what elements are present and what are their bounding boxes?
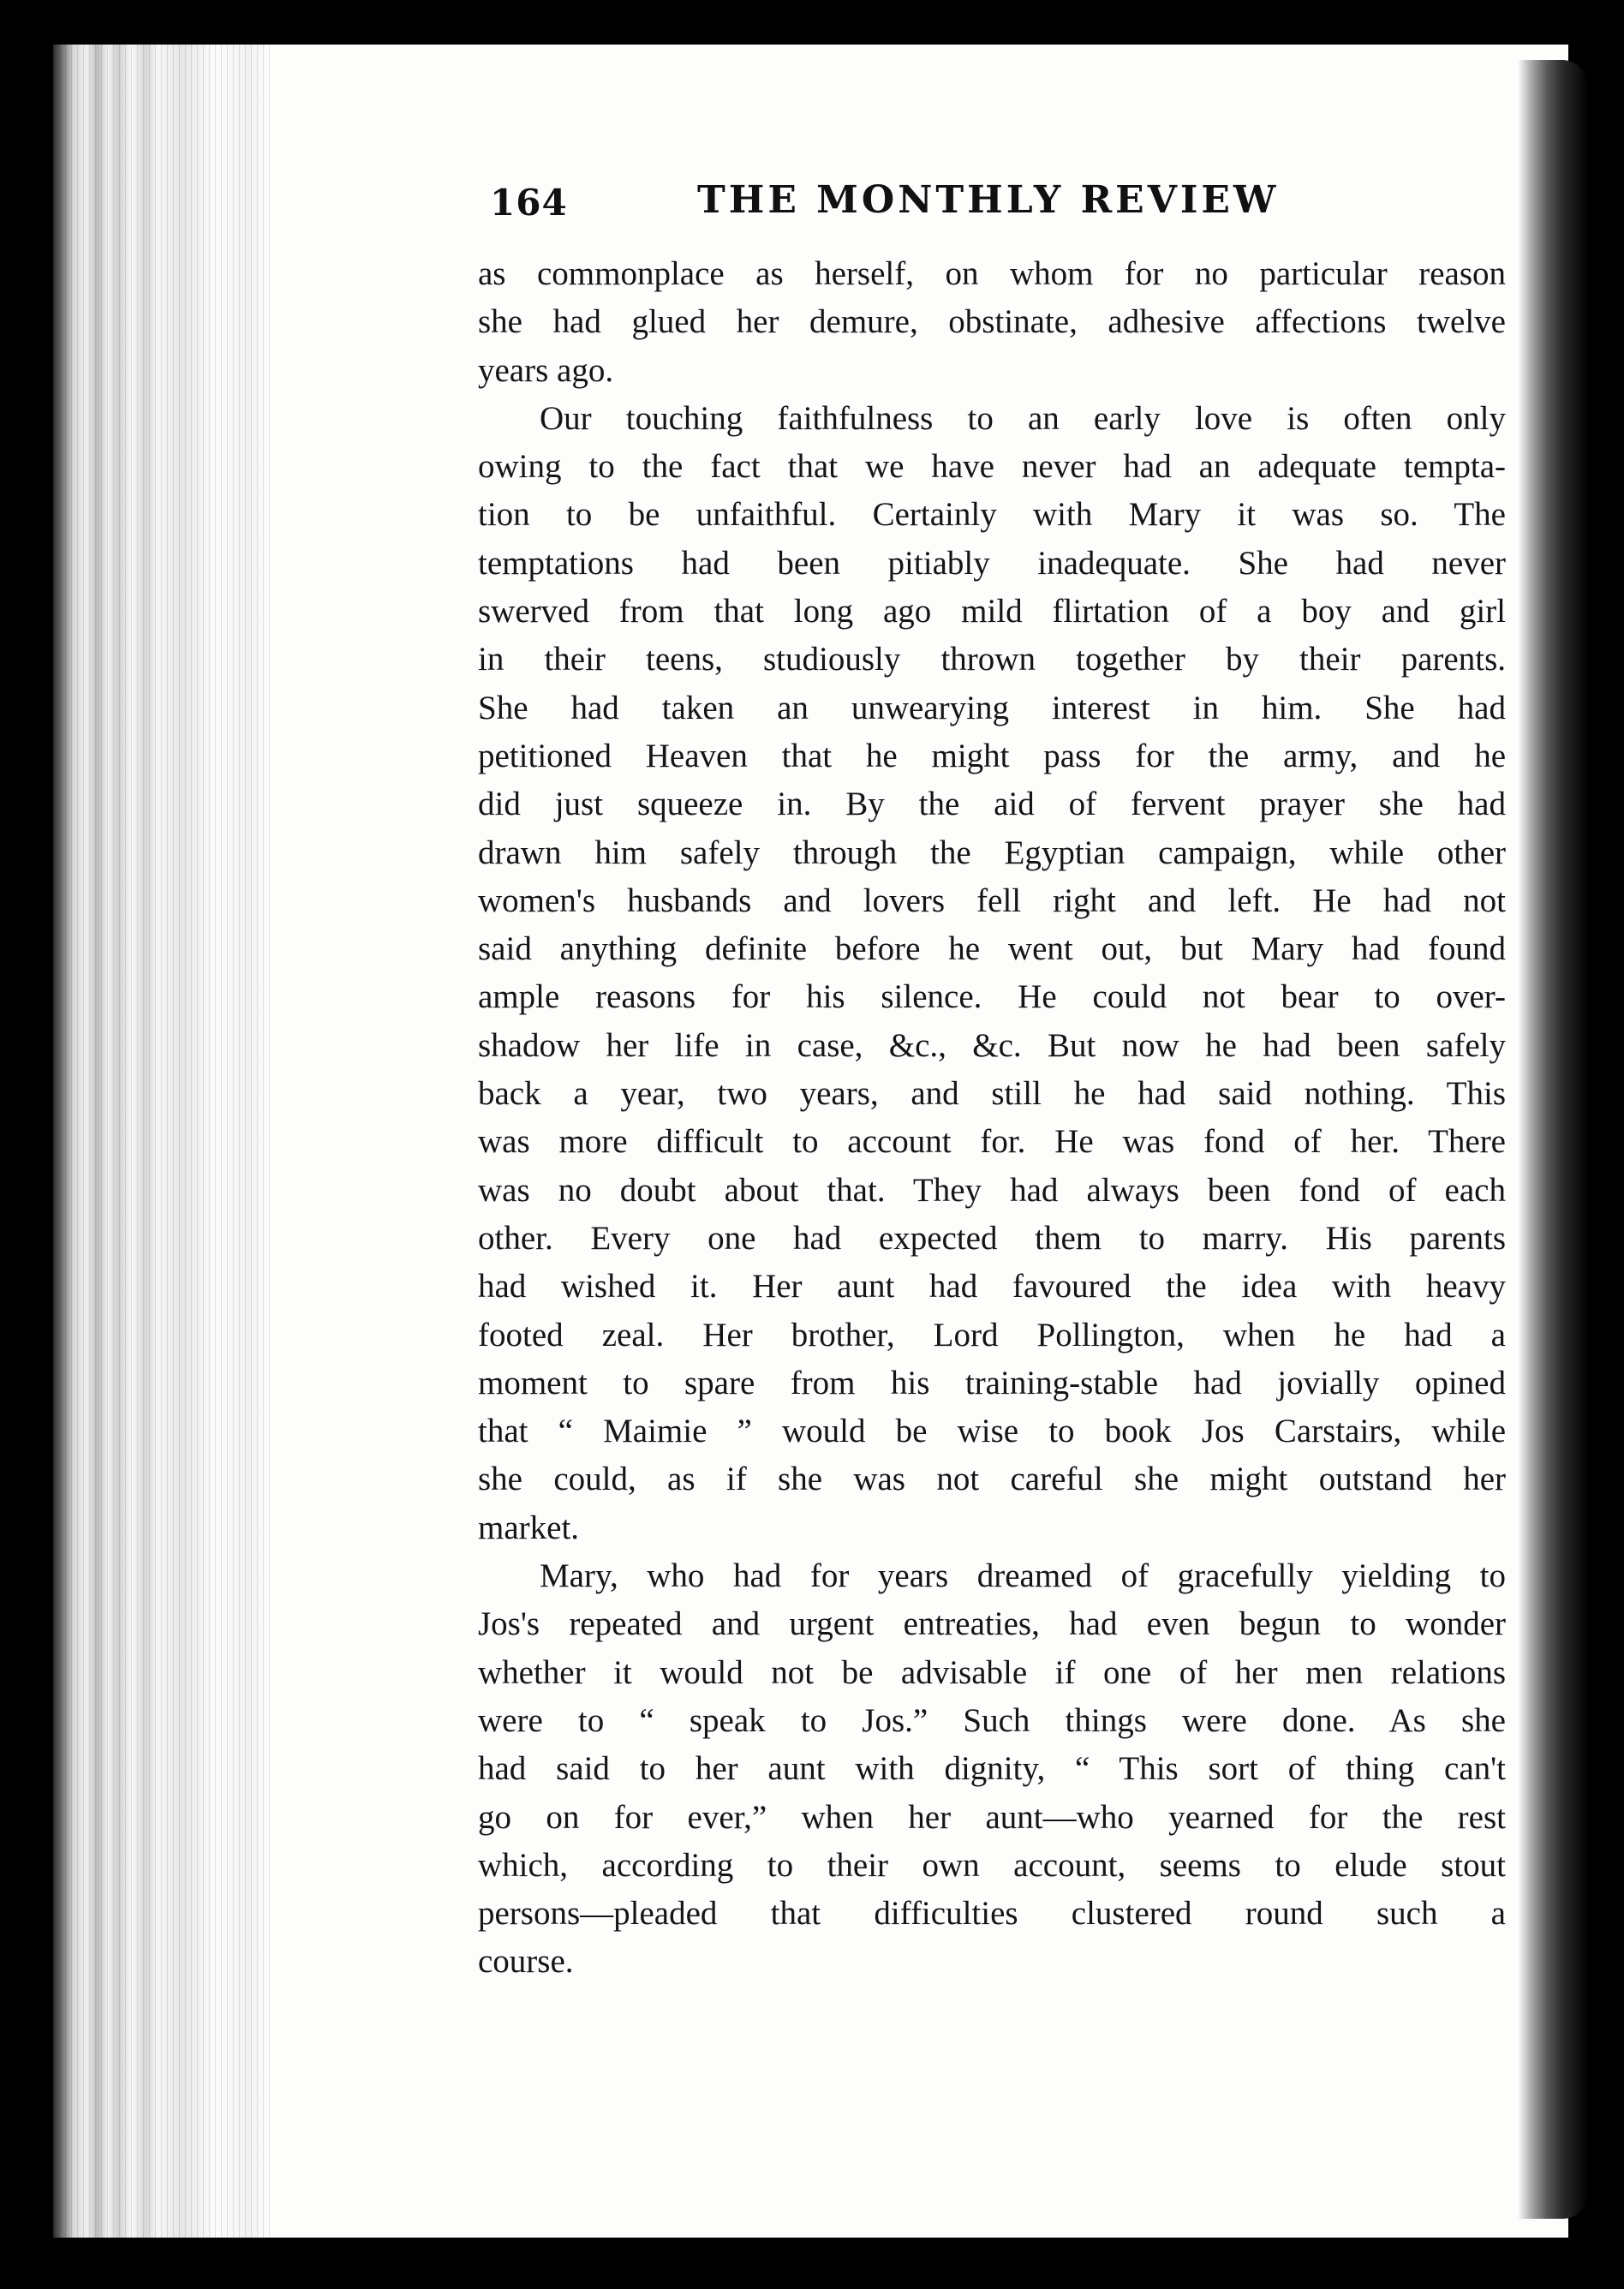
text-line: had wished it. Her aunt had favoured the idea with heavy (478, 1268, 1506, 1306)
journal-title: THE MONTHLY REVIEW (697, 178, 1280, 222)
text-line: shadow her life in case, &c., &c. But now he had been safely (478, 1026, 1506, 1064)
text-line: petitioned Heaven that he might pass for the army, and he (478, 737, 1506, 774)
text-line: back a year, two years, and still he had said nothing. This (478, 1075, 1506, 1113)
text-line: years ago. (478, 351, 614, 389)
text-line: she had glued her demure, obstinate, adhesive affections twelve (478, 303, 1506, 341)
page-curl-shadow (1518, 60, 1588, 2219)
text-line: in their teens, studiously thrown together by their parents. (478, 641, 1506, 678)
text-line: She had taken an unwearying interest in him. She had (478, 689, 1506, 726)
text-line: as commonplace as herself, on whom for no particular reason (478, 255, 1506, 292)
text-line: market. (478, 1509, 580, 1546)
text-line: had said to her aunt with dignity, “ This sort of thing can't (478, 1750, 1506, 1788)
text-line: persons—pleaded that difficulties clustered round such a (478, 1895, 1506, 1933)
text-line: course. (478, 1943, 574, 1981)
text-line: said anything definite before he went out, but Mary had found (478, 930, 1506, 968)
text-line: which, according to their own account, seems to elude stout (478, 1846, 1506, 1884)
running-head (490, 178, 1603, 230)
text-line: Jos's repeated and urgent entreaties, had even begun to wonder (478, 1605, 1506, 1643)
page-stack-edge (53, 45, 272, 2238)
text-line: drawn him safely through the Egyptian campaign, while other (478, 834, 1506, 871)
paragraph (478, 395, 1506, 1552)
text-line: whether it would not be advisable if one of her men relations (478, 1653, 1506, 1691)
page-stack-lines (53, 45, 272, 2238)
paragraph (478, 1552, 1506, 1987)
text-line: were to “ speak to Jos.” Such things were done. As she (478, 1701, 1506, 1739)
text-line: she could, as if she was not careful she might outstand her (478, 1461, 1506, 1498)
text-line: tion to be unfaithful. Certainly with Mary it was so. The (478, 496, 1506, 534)
text-line: temptations had been pitiably inadequate. She had never (478, 544, 1506, 582)
text-line: swerved from that long ago mild flirtation of a boy and girl (478, 593, 1506, 631)
paragraph (478, 250, 1506, 395)
text-line: that “ Maimie ” would be wise to book Jos Carstairs, while (478, 1413, 1506, 1450)
text-line: was more difficult to account for. He was fond of her. There (478, 1123, 1506, 1161)
text-line: moment to spare from his training-stable had jovially opined (478, 1364, 1506, 1401)
text-line: women's husbands and lovers fell right and left. He had not (478, 882, 1506, 919)
text-line: Mary, who had for years dreamed of gracefully yielding to (540, 1557, 1506, 1595)
body-text (478, 250, 1506, 1987)
text-line: did just squeeze in. By the aid of fervent prayer she had (478, 786, 1506, 823)
page-number: 164 (490, 182, 568, 224)
text-line: owing to the fact that we have never had an adequate tempta- (478, 448, 1506, 486)
text-line: footed zeal. Her brother, Lord Pollington, when he had a (478, 1316, 1506, 1354)
text-line: Our touching faithfulness to an early love is often only (540, 399, 1506, 437)
text-line: was no doubt about that. They had always been fond of each (478, 1171, 1506, 1209)
text-line: other. Every one had expected them to marry. His parents (478, 1219, 1506, 1257)
text-line: go on for ever,” when her aunt—who yearned for the rest (478, 1798, 1506, 1836)
text-line: ample reasons for his silence. He could not bear to over- (478, 978, 1506, 1016)
